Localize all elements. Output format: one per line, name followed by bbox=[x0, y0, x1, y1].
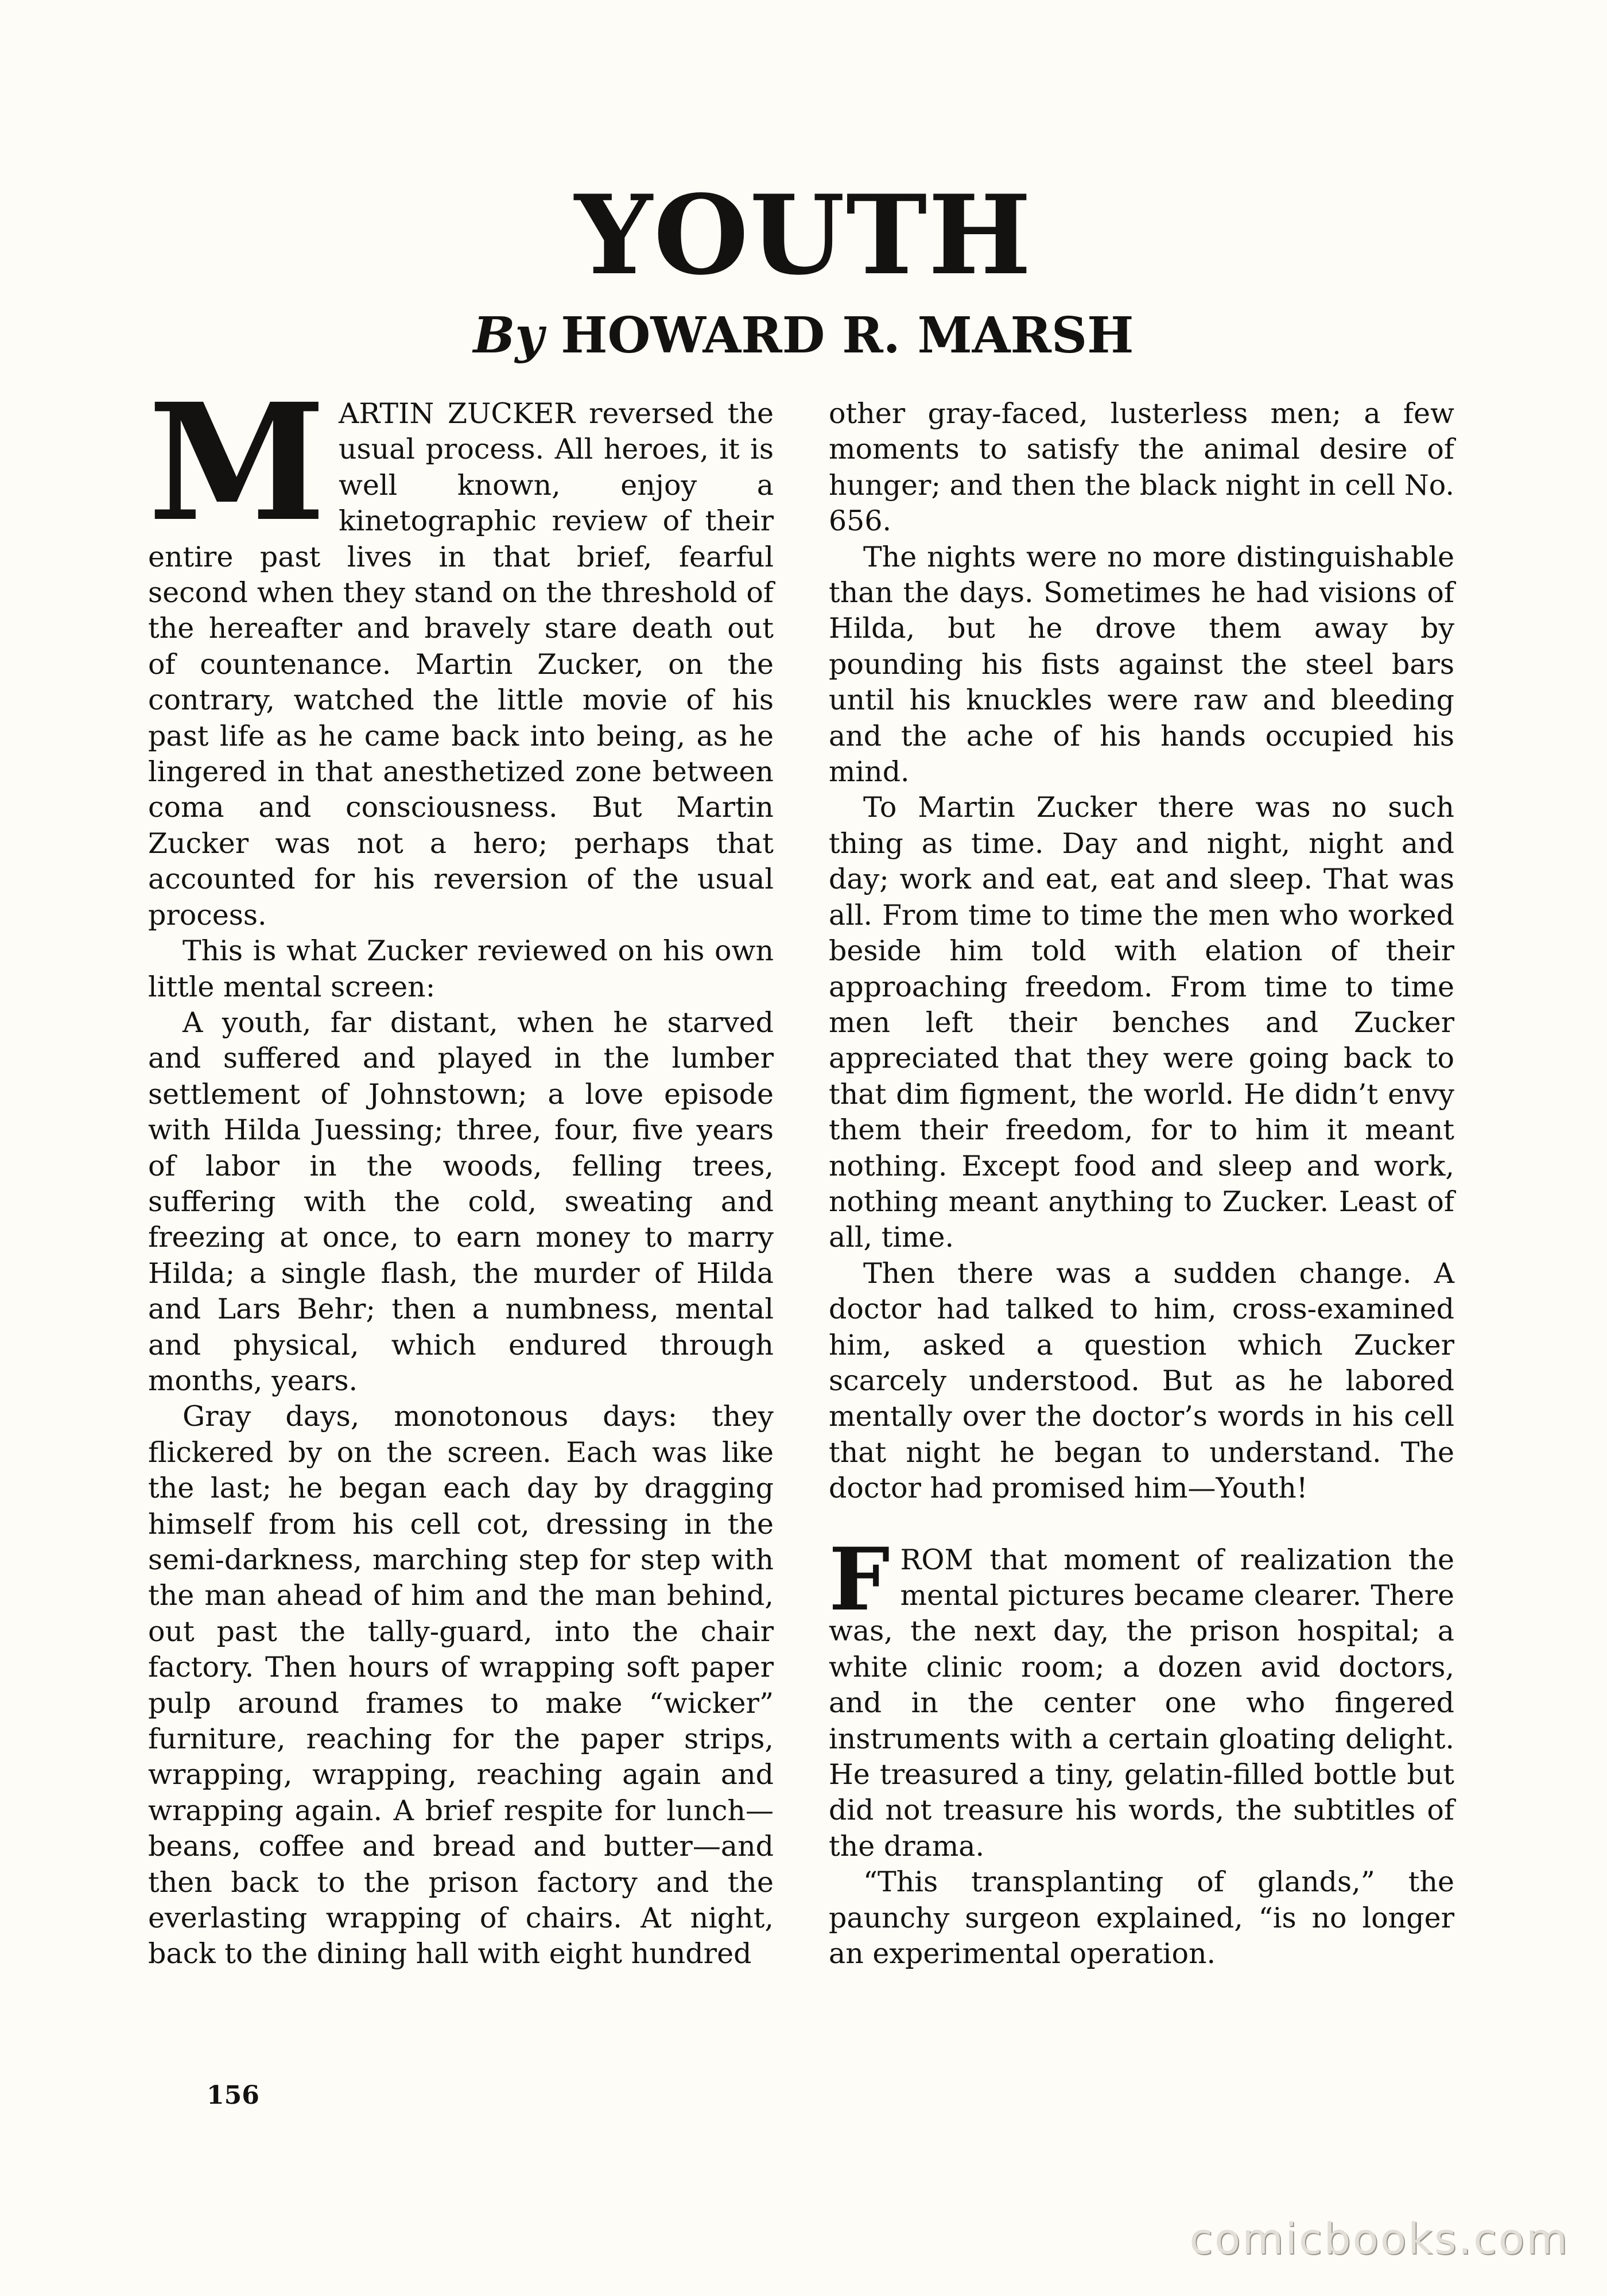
paragraph: The nights were no more distinguishable than the days. Sometimes he had visions of Hilda, but he drove them away by pounding his fists against the steel bars until his knuckles were raw and bleeding and the ache of his hands occupied his mind. bbox=[829, 540, 1454, 789]
byline-prefix: By bbox=[473, 307, 544, 364]
opening-text: reversed the usual process. All heroes, it is well known, enjoy a kinetographic review of their entire past lives in that brief, fearful second when they stand on the threshold of the hereafter and bravely stare death out of countenance. Martin Zucker, on the contrary, watched the little movie of his past life as he came back into being, as he lingered in that anesthetized zone between coma and consciousness. But Martin Zucker was not a hero; perhaps that accounted for his reversion of the usual process. bbox=[148, 397, 774, 932]
watermark-logo: comicbooks.com bbox=[1189, 2214, 1569, 2264]
paragraph: “This transplanting of glands,” the paunchy surgeon explained, “is no longer an experimental operation. bbox=[829, 1865, 1454, 1971]
page-number: 156 bbox=[207, 2081, 259, 2110]
section-lead-word: ROM bbox=[900, 1543, 973, 1576]
opening-lead-words: ARTIN ZUCKER bbox=[338, 397, 576, 430]
paragraph: To Martin Zucker there was no such thing as time. Day and night, night and day; work and eat, eat and sleep. That was all. From time to time the men who worked beside him told with elation of their approaching freedom. From time to time men left their benches and Zucker appreciated that they were going back to that dim figment, the world. He didn’t envy them their freedom, for to him it meant nothing. Except food and sleep and work, nothing meant anything to Zucker. Least of all, time. bbox=[829, 791, 1454, 1254]
opening-paragraph bbox=[148, 369, 774, 933]
story-title: YOUTH bbox=[575, 171, 1032, 299]
right-column bbox=[829, 396, 1454, 1972]
drop-cap: M bbox=[148, 369, 326, 557]
author-name: HOWARD R. MARSH bbox=[561, 307, 1134, 364]
paragraph-continued: other gray-faced, lusterless men; a few moments to satisfy the animal desire of hunger; and then the black night in cell No. 656. bbox=[829, 397, 1454, 538]
paragraph: This is what Zucker reviewed on his own little mental screen: bbox=[148, 934, 774, 1003]
paragraph: A youth, far distant, when he starved and suffered and played in the lumber settlement of Johnstown; a love episode with Hilda Juessing; three, four, five years of labor in the woods, felling trees, suffering with the cold, sweating and freezing at once, to earn money to marry Hilda; a single flash, the murder of Hilda and Lars Behr; then a numbness, mental and physical, which endured through months, years. bbox=[148, 1006, 774, 1397]
section-opening-text: that moment of realization the mental pictures became clearer. There was, the next day, the prison hospital; a white clinic room; a dozen avid doctors, and in the center one who fingered instruments with a certain gloating delight. He treasured a tiny, gelatin-filled bottle but did not treasure his words, the subtitles of the drama. bbox=[829, 1543, 1454, 1863]
paragraph: Gray days, monotonous days: they flickered by on the screen. Each was like the last; he began each day by dragging himself from his cell cot, dressing in the semi-darkness, marching step for step with the man ahead of him and the man behind, out past the tally-guard, into the chair factory. Then hours of wrapping soft paper pulp around frames to make “wicker” furniture, reaching for the paper strips, wrapping, wrapping, reaching again and wrapping again. A brief respite for lunch—beans, coffee and bread and butter—and then back to the prison factory and the everlasting wrapping of chairs. At night, back to the dining hall with eight hundred bbox=[148, 1400, 774, 1971]
paragraph: Then there was a sudden change. A doctor had talked to him, cross-examined him, asked a question which Zucker scarcely understood. But as he labored mentally over the doctor’s words in his cell that night he began to understand. The doctor had promised him—Youth! bbox=[829, 1256, 1454, 1505]
section-drop-cap: F bbox=[829, 1529, 890, 1630]
left-column bbox=[148, 369, 774, 1972]
byline bbox=[0, 304, 1607, 367]
section-opening-paragraph bbox=[829, 1529, 1454, 1865]
section-break bbox=[829, 1507, 1454, 1542]
